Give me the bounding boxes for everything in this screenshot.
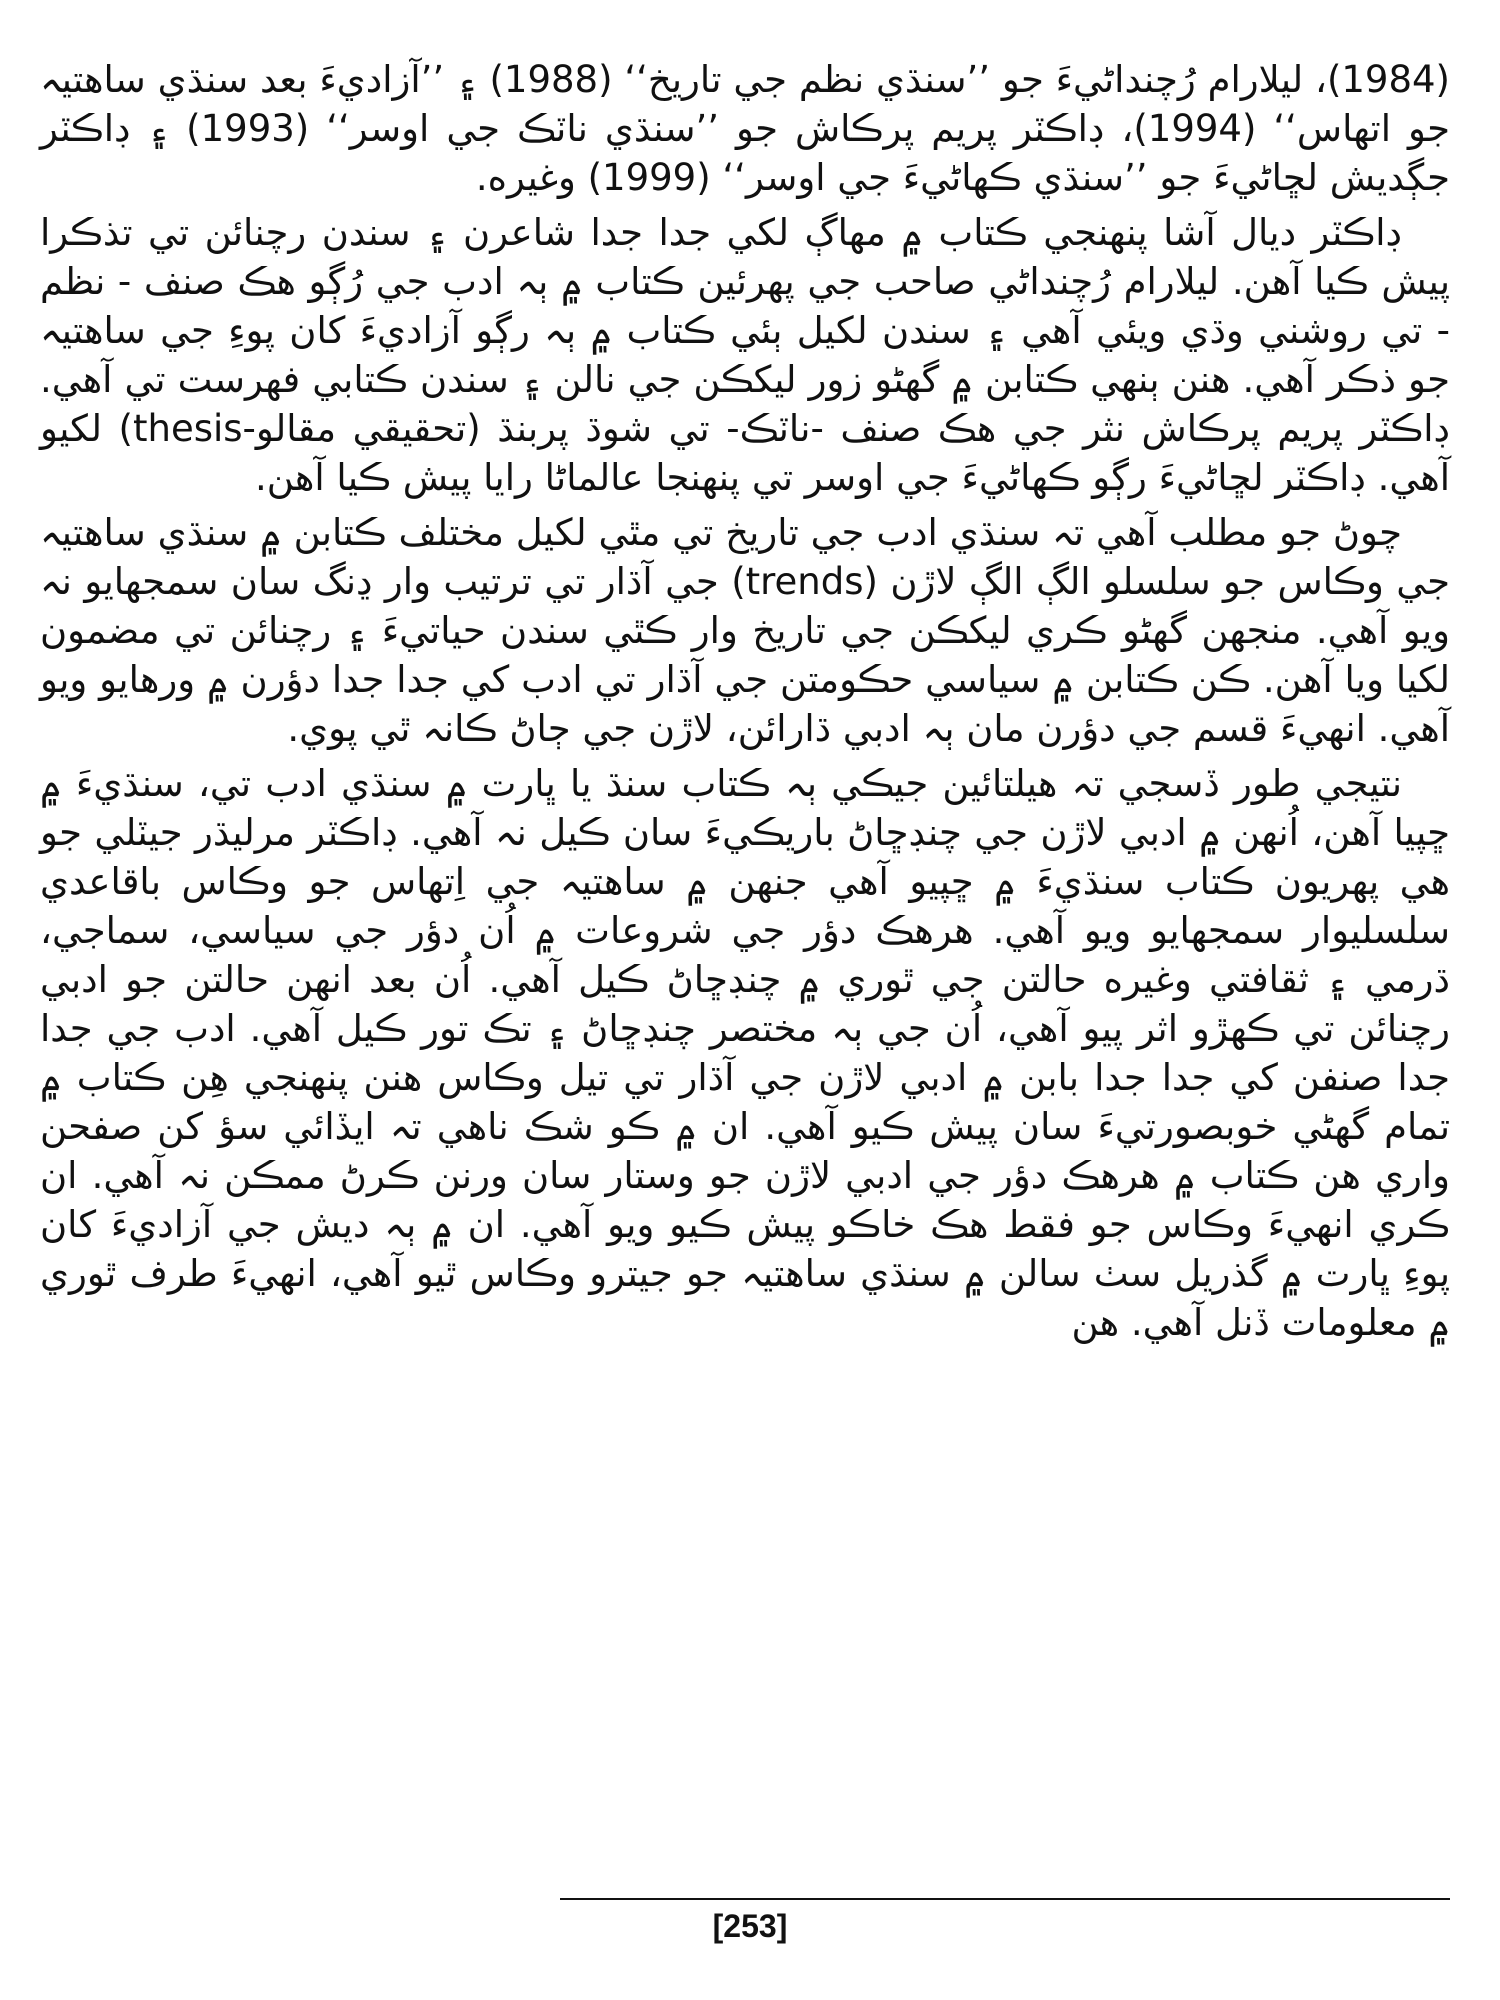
paragraph-4: نتيجي طور ڏسجي تہ هيلتائين جيڪي ٻہ ڪتاب سنڌ يا ڀارت ۾ سنڌي ادب تي، سنڌيءَ ۾ ڇپيا آهن، اُنهن ۾ ادبي لاڙن جي چنڊڇاڻ باريڪيءَ سان ڪيل نہ آهي. ڊاڪٽر مرليڌر جيٽلي جو هي پهريون ڪتاب سنڌيءَ ۾ ڇپيو آهي جنهن ۾ ساهتيہ جي اِتهاس جو وڪاس باقاعدي سلسليوار سمجهايو ويو آهي. هرهڪ دؤر جي شروعات ۾ اُن دؤر جي سياسي، سماجي، ڌرمي ۽ ثقافتي وغيره حالتن جي ٿوري ۾ چنڊڇاڻ ڪيل آهي. اُن بعد انهن حالتن جو ادبي رچنائن تي ڪهڙو اثر پيو آهي، اُن جي ٻہ مختصر چنڊڇاڻ ۽ تڪ تور ڪيل آهي. ادب جي جدا جدا صنفن کي جدا جدا بابن ۾ ادبي لاڙن جي آڌار تي تيل وڪاس هنن پنهنجي هِن ڪتاب ۾ تمام گهڻي خوبصورتيءَ سان پيش ڪيو آهي. ان ۾ ڪو شڪ ناهي تہ ايڏائي سؤ کن صفحن واري هن ڪتاب ۾ هرهڪ دؤر جي ادبي لاڙن جو وستار سان ورنن ڪرڻ ممڪن نہ آهي. ان ڪري انهيءَ وڪاس جو فقط هڪ خاڪو پيش ڪيو ويو آهي. ان ۾ ٻہ ديش جي آزاديءَ کان پوءِ ڀارت ۾ گذريل سٺ سالن ۾ سنڌي ساهتيہ جو جيترو وڪاس ٿيو آهي، انهيءَ طرف ٿوري ۾ معلومات ڏنل آهي. هن [40, 762, 1450, 1344]
paragraph-1: (1984)، ليلارام رُچنداڻيءَ جو ’’سنڌي نظم جي تاريخ‘‘ (1988) ۽ ’’آزاديءَ بعد سنڌي ساهتيہ جو اتهاس‘‘ (1994)، ڊاڪٽر پريم پرڪاش جو ’’سنڌي ناٽڪ جي اوسر‘‘ (1993) ۽ ڊاڪٽر جڳديش لڇاڻيءَ جو ’’سنڌي ڪهاڻيءَ جي اوسر‘‘ (1999) وغيره. [40, 58, 1450, 199]
page-number: [253] [712, 1908, 788, 1944]
body-text [40, 55, 1450, 1353]
paragraph-2: ڊاڪٽر ديال آشا پنهنجي ڪتاب ۾ مهاڳ لکي جدا جدا شاعرن ۽ سندن رچنائن تي تذڪرا پيش ڪيا آهن. ليلارام رُچنداڻي صاحب جي پهرئين ڪتاب ۾ ٻہ ادب جي رُڳو هڪ صنف - نظم - تي روشني وڌي ويئي آهي ۽ سندن لکيل ٻئي ڪتاب ۾ ٻہ رڳو آزاديءَ کان پوءِ جي ساهتيہ جو ذڪر آهي. هنن ٻنهي ڪتابن ۾ گهڻو زور ليکڪن جي نالن ۽ سندن ڪتابي فهرست تي آهي. ڊاڪٽر پريم پرڪاش نثر جي هڪ صنف -ناٽڪ- تي شوڌ پربنڌ (تحقيقي مقالو-thesis) لکيو آهي. ڊاڪٽر لڇاڻيءَ رڳو ڪهاڻيءَ جي اوسر تي پنهنجا عالماڻا رايا پيش ڪيا آهن. [40, 211, 1451, 499]
paragraph-3: چوڻ جو مطلب آهي تہ سنڌي ادب جي تاريخ تي مٿي لکيل مختلف ڪتابن ۾ سنڌي ساهتيہ جي وڪاس جو سلسلو الڳ الڳ لاڙن (trends) جي آڌار تي ترتيب وار ڍنگ سان سمجهايو نہ ويو آهي. منجهن گهڻو ڪري ليکڪن جي تاريخ وار ڪٿي سندن حياتيءَ ۽ رچنائن تي مضمون لکيا ويا آهن. ڪن ڪتابن ۾ سياسي حڪومتن جي آڌار تي ادب کي جدا جدا دؤرن ۾ ورهايو ويو آهي. انهيءَ قسم جي دؤرن مان ٻہ ادبي ڌارائن، لاڙن جي ڄاڻ ڪانہ ٿي پوي. [40, 511, 1450, 750]
footer-rule [560, 1898, 1450, 1900]
